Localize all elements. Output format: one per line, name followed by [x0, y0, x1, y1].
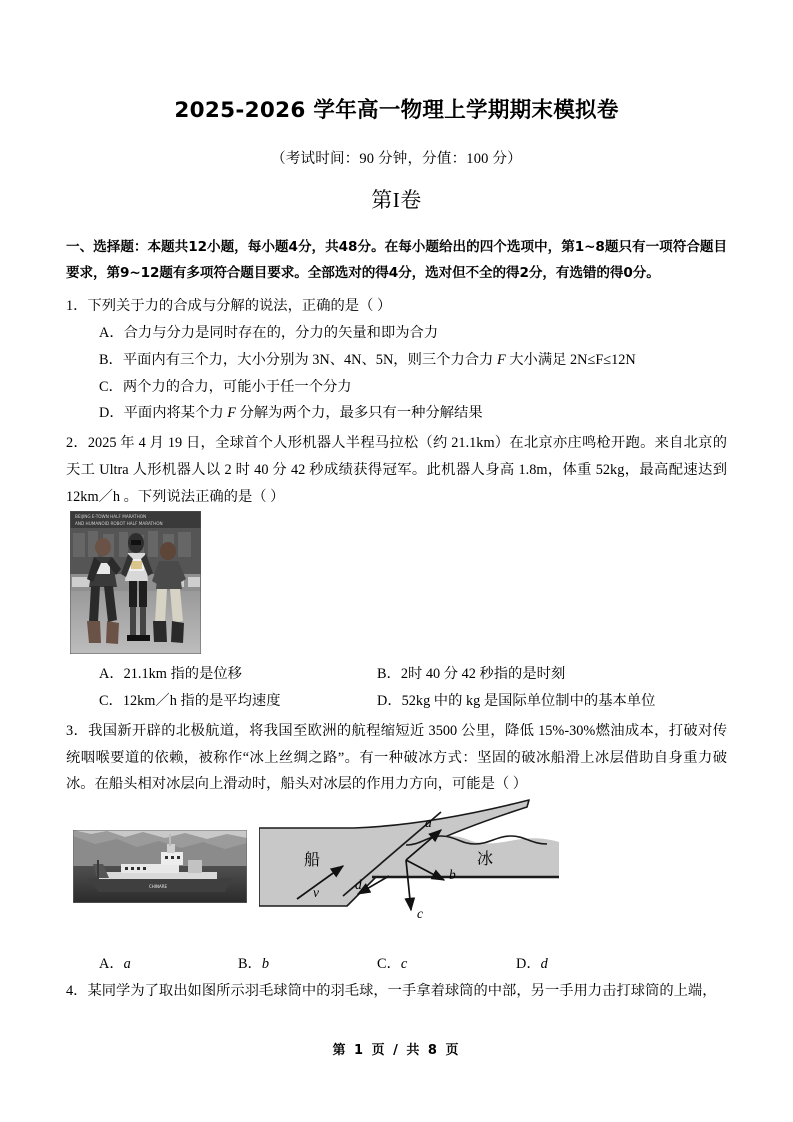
icebreaker-ship-photo	[73, 830, 247, 903]
q3-opt-d-var: d	[540, 956, 548, 973]
ship-ice-force-diagram	[259, 798, 637, 934]
question-4	[66, 978, 727, 1005]
q1-opt-d-pre: D．平面内将某个力	[99, 405, 228, 422]
question-3-options-row	[66, 947, 727, 978]
question-1-stem: 1．下列关于力的合成与分解的说法，正确的是（ ）	[66, 297, 392, 314]
question-3	[66, 715, 727, 979]
q3-opt-c-pre: C．	[377, 956, 401, 973]
q3-opt-a-var: a	[123, 956, 131, 973]
question-1-option-a[interactable]: A．合力与分力是同时存在的，分力的矢量和即为合力	[99, 324, 439, 341]
diagram-label-c: c	[417, 906, 423, 922]
svg-text:CHINARE: CHINARE	[149, 884, 168, 890]
q1-opt-b-var: F	[496, 351, 506, 368]
page-footer: 第 1 页 / 共 8 页	[332, 1043, 461, 1058]
page-title: 2025-2026 学年高一物理上学期期末模拟卷	[174, 98, 619, 123]
question-3-option-b[interactable]	[238, 951, 377, 978]
q3-opt-b-pre: B．	[238, 956, 262, 973]
q3-opt-b-var: b	[261, 956, 269, 973]
exam-subtitle: （考试时间：90 分钟，分值：100 分）	[271, 150, 522, 167]
question-2-option-a[interactable]: A．21.1km 指的是位移	[99, 665, 242, 682]
question-2-option-c[interactable]: C．12km／h 指的是平均速度	[99, 692, 281, 709]
question-3-stem: 3．我国新开辟的北极航道，将我国至欧洲的航程缩短近 3500 公里，降低 15%-30%燃油成本，打破对传统咽喉要道的依赖，被称作“冰上丝绸之路”。有一种破冰方式：坚固的破冰船滑上冰层借助自身重力破冰。在船头相对冰层向上滑动时，船头对冰层的作用力方向，可能是（ ）	[66, 722, 727, 793]
svg-text:AND HUMANOID ROBOT HALF MARATH: AND HUMANOID ROBOT HALF MARATHON	[75, 520, 163, 526]
q3-opt-c-var: c	[400, 956, 408, 973]
svg-text:BEIJING E-TOWN HALF MARATHON: BEIJING E-TOWN HALF MARATHON	[75, 513, 147, 519]
question-3-option-a[interactable]	[99, 951, 238, 978]
question-3-figure	[66, 798, 727, 947]
question-2-figure	[66, 511, 727, 661]
question-2-options-row-2	[66, 688, 727, 715]
question-3-option-d[interactable]	[516, 951, 655, 978]
question-2-option-d[interactable]: D．52kg 中的 kg 是国际单位制中的基本单位	[377, 692, 656, 709]
section-instructions: 一、选择题：本题共12小题，每小题4分，共48分。在每小题给出的四个选项中，第1~8题只有一项符合题目要求，第9~12题有多项符合题目要求。全部选对的得4分，选对但不全的得2分，有选错的得0分。	[66, 238, 727, 282]
diagram-label-ship: 船	[304, 852, 321, 870]
diagram-label-ice: 冰	[477, 851, 494, 869]
question-2	[66, 427, 727, 714]
marathon-robot-photo	[70, 511, 201, 654]
question-1-option-c[interactable]: C．两个力的合力，可能小于任一个分力	[99, 378, 352, 395]
question-2-options-row-1	[66, 661, 727, 688]
question-1	[66, 287, 727, 427]
q1-opt-b-pre: B．平面内有三个力，大小分别为 3N、4N、5N，则三个力合力	[99, 351, 497, 368]
q3-opt-a-pre: A．	[99, 956, 124, 973]
diagram-label-velocity: v	[313, 885, 319, 901]
q1-opt-d-var: F	[227, 405, 237, 422]
q3-opt-d-pre: D．	[516, 956, 541, 973]
question-1-options	[66, 320, 727, 428]
question-1-option-d[interactable]	[66, 400, 727, 427]
page-content	[66, 0, 727, 1005]
diagram-label-b: b	[449, 867, 456, 883]
question-4-stem: 4．某同学为了取出如图所示羽毛球筒中的羽毛球，一手拿着球筒的中部，另一手用力击打球筒的上端，	[66, 983, 717, 1000]
question-3-option-c[interactable]	[377, 951, 516, 978]
q1-opt-b-post: 大小满足 2N≤F≤12N	[505, 351, 636, 368]
q1-opt-d-post: 分解为两个力，最多只有一种分解结果	[236, 405, 483, 422]
diagram-label-d: d	[355, 877, 362, 893]
question-2-stem: 2．2025 年 4 月 19 日，全球首个人形机器人半程马拉松（约 21.1km）在北京亦庄鸣枪开跑。来自北京的天工 Ultra 人形机器人以 2 时 40 分 42 秒成绩获得冠军。此机器人身高 1.8m，体重 52kg，最高配速达到 12km／h 。下列说法正确的是（ ）	[66, 435, 727, 505]
question-2-option-b[interactable]: B．2时 40 分 42 秒指的是时刻	[377, 665, 566, 682]
section-heading-volume-1: 第I卷	[371, 187, 422, 212]
question-1-option-b[interactable]	[66, 347, 727, 374]
diagram-label-a: a	[425, 815, 432, 831]
